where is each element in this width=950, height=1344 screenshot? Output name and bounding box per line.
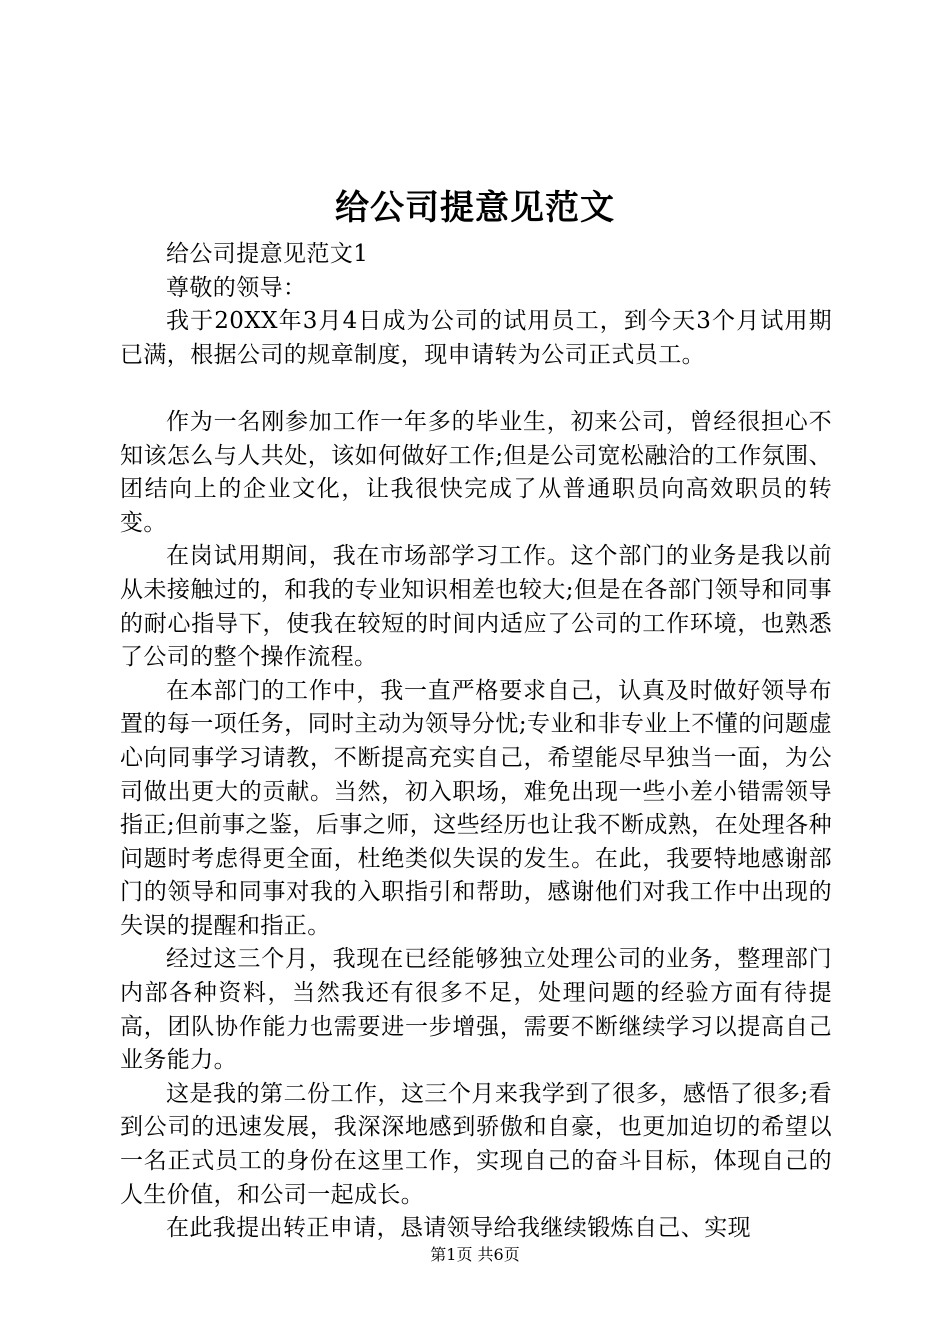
paragraph: 这是我的第二份工作，这三个月来我学到了很多，感悟了很多;看到公司的迅速发展，我深深地感到骄傲和自豪，也更加迫切的希望以一名正式员工的身份在这里工作，实现自己的奋斗目标，体现自己的人生价值，和公司一起成长。 [120,1080,832,1208]
document-title: 给公司提意见范文 [335,188,615,228]
paragraph: 在本部门的工作中，我一直严格要求自己，认真及时做好领导布置的每一项任务，同时主动为领导分忧;专业和非专业上不懂的问题虚心向同事学习请教，不断提高充实自己，希望能尽早独当一面，为公司做出更大的贡献。当然，初入职场，难免出现一些小差小错需领导指正;但前事之鉴，后事之师，这些经历也让我不断成熟，在处理各种问题时考虑得更全面，杜绝类似失误的发生。在此，我要特地感谢部门的领导和同事对我的入职指引和帮助，感谢他们对我工作中出现的失误的提醒和指正。 [120,677,832,939]
paragraph: 经过这三个月，我现在已经能够独立处理公司的业务，整理部门内部各种资料，当然我还有很多不足，处理问题的经验方面有待提高，团队协作能力也需要进一步增强，需要不断继续学习以提高自己业务能力。 [120,946,832,1074]
paragraph: 作为一名刚参加工作一年多的毕业生，初来公司，曾经很担心不知该怎么与人共处，该如何做好工作;但是公司宽松融洽的工作氛围、团结向上的企业文化，让我很快完成了从普通职员向高效职员的转变。 [120,408,832,536]
paragraph: 在此我提出转正申请，恳请领导给我继续锻炼自己、实现 [166,1215,751,1242]
paragraph: 在岗试用期间，我在市场部学习工作。这个部门的业务是我以前从未接触过的，和我的专业知识相差也较大;但是在各部门领导和同事的耐心指导下，使我在较短的时间内适应了公司的工作环境，也熟悉了公司的整个操作流程。 [120,543,832,671]
section-heading: 给公司提意见范文1 [166,241,369,267]
document-body [120,238,832,1246]
page-footer: 第1页 共6页 [430,1245,520,1264]
salutation: 尊敬的领导： [166,274,307,301]
paragraph: 我于20XX年3月4日成为公司的试用员工，到今天3个月试用期已满，根据公司的规章制度，现申请转为公司正式员工。 [120,308,832,368]
